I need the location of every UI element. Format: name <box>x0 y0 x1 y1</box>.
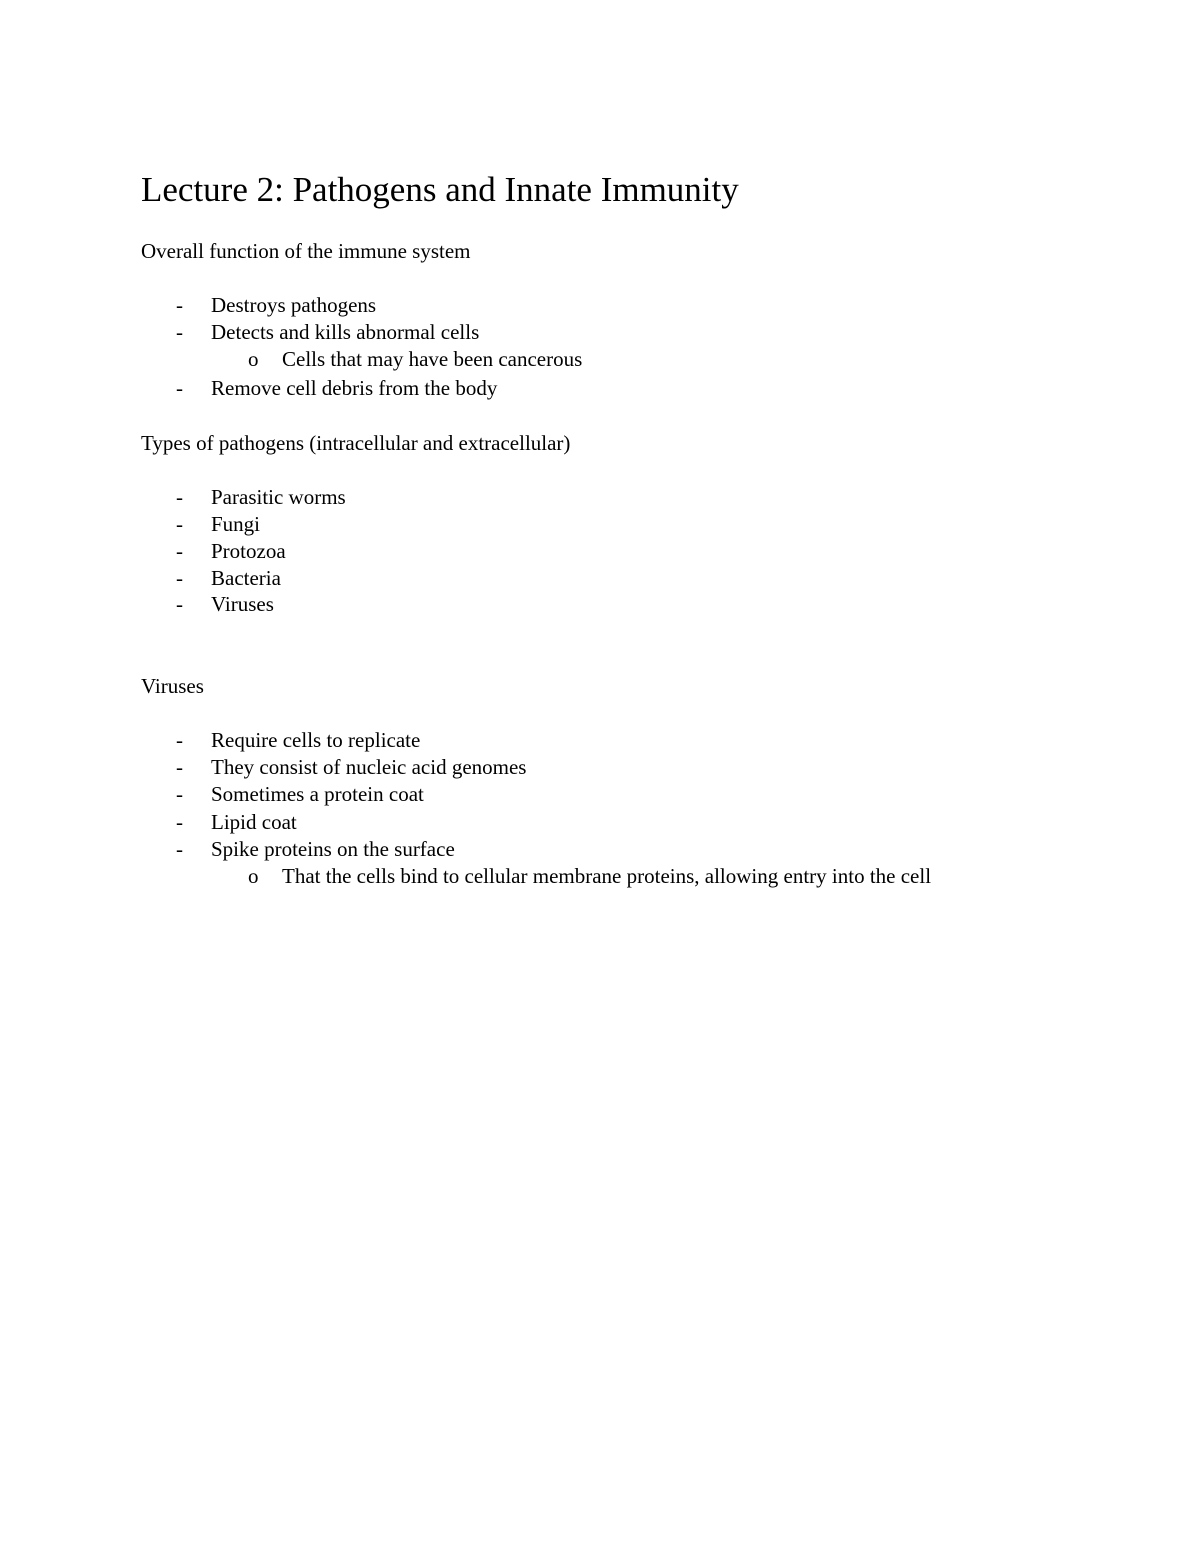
dash-bullet: - <box>176 782 183 806</box>
list-item-text: Detects and kills abnormal cells <box>211 320 480 344</box>
section-heading-immune-function: Overall function of the immune system <box>141 239 471 263</box>
list-item-text: They consist of nucleic acid genomes <box>211 755 527 779</box>
list-item-text: Spike proteins on the surface <box>211 837 455 861</box>
dash-bullet: - <box>176 320 183 344</box>
list-item-text: Protozoa <box>211 539 286 563</box>
sub-list-item-text: That the cells bind to cellular membrane proteins, allowing entry into the cell <box>282 864 932 888</box>
dash-bullet: - <box>176 293 183 317</box>
circle-bullet: o <box>248 347 259 371</box>
dash-bullet: - <box>176 810 183 834</box>
list-item-text: Bacteria <box>211 566 281 590</box>
list-item-text: Lipid coat <box>211 810 297 834</box>
dash-bullet: - <box>176 485 183 509</box>
dash-bullet: - <box>176 512 183 536</box>
dash-bullet: - <box>176 837 183 861</box>
section-heading-viruses: Viruses <box>141 674 204 698</box>
dash-bullet: - <box>176 592 183 616</box>
list-item-text: Fungi <box>211 512 261 536</box>
list-item-text: Remove cell debris from the body <box>211 376 498 400</box>
section-heading-pathogen-types: Types of pathogens (intracellular and extracellular) <box>141 431 571 455</box>
list-item-text: Viruses <box>211 592 274 616</box>
list-item-text: Require cells to replicate <box>211 728 421 752</box>
dash-bullet: - <box>176 376 183 400</box>
sub-list-item-text: Cells that may have been cancerous <box>282 347 583 371</box>
list-item-text: Sometimes a protein coat <box>211 782 424 806</box>
list-item-text: Parasitic worms <box>211 485 346 509</box>
list-item-text: Destroys pathogens <box>211 293 377 317</box>
dash-bullet: - <box>176 566 183 590</box>
circle-bullet: o <box>248 864 259 888</box>
dash-bullet: - <box>176 539 183 563</box>
dash-bullet: - <box>176 755 183 779</box>
page-title: Lecture 2: Pathogens and Innate Immunity <box>141 170 739 209</box>
dash-bullet: - <box>176 728 183 752</box>
